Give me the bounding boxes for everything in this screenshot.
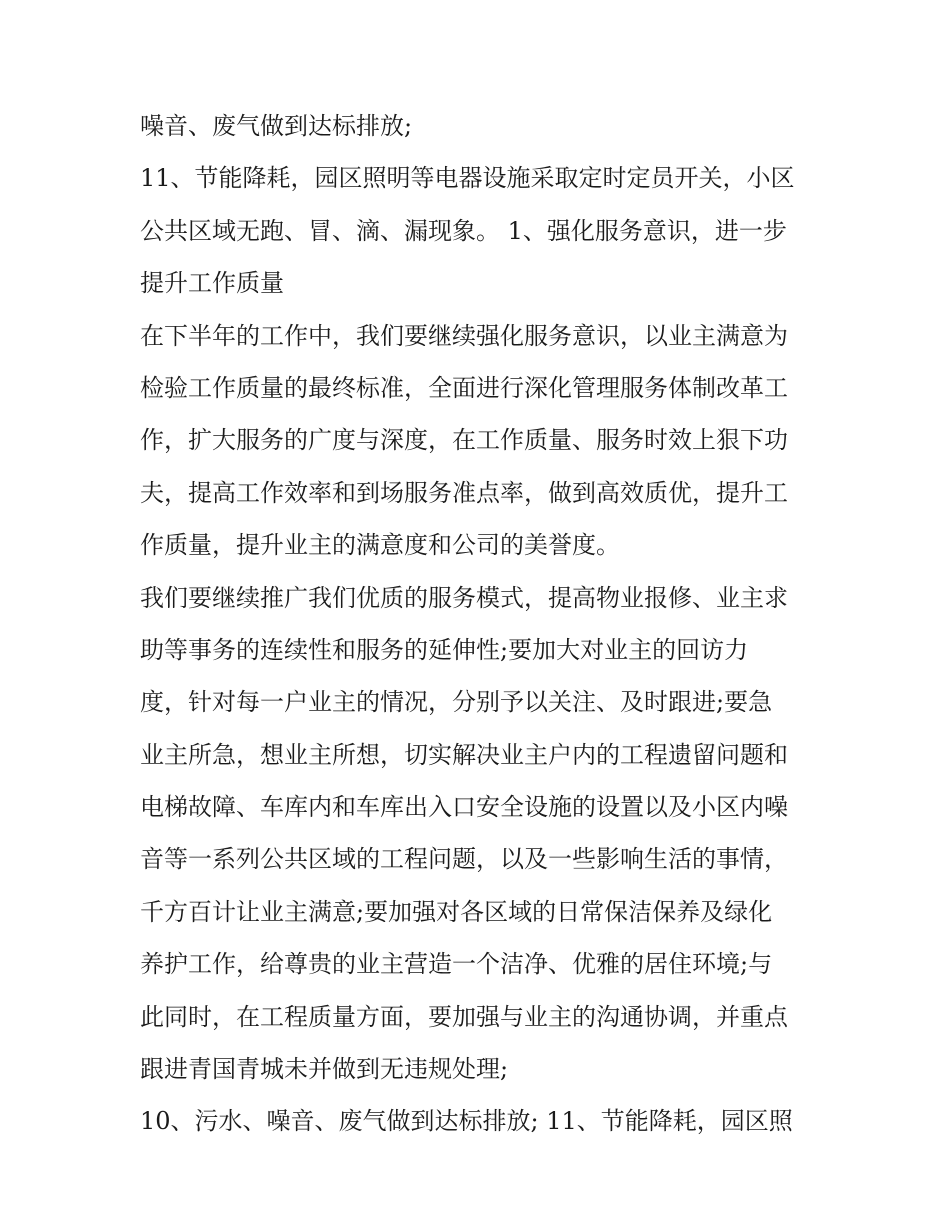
text-line: 电梯故障、车库内和车库出入口安全设施的设置以及小区内噪 [140,793,788,822]
text-line: 度，针对每一户业主的情况，分别予以关注、及时跟进;要急 [140,688,773,717]
text-line: 11、节能降耗，园区照明等电器设施采取定时定员开关，小区 [140,164,795,193]
text-line: 夫，提高工作效率和到场服务准点率，做到高效质优，提升工 [140,478,788,507]
text-line: 助等事务的连续性和服务的延伸性;要加大对业主的回访力 [140,635,749,664]
text-line: 作，扩大服务的广度与深度，在工作质量、服务时效上狠下功 [140,426,788,455]
text-line: 业主所急，想业主所想，切实解决业主户内的工程遗留问题和 [140,740,788,769]
text-line: 千方百计让业主满意;要加强对各区域的日常保洁保养及绿化 [140,897,773,926]
text-line: 检验工作质量的最终标准，全面进行深化管理服务体制改革工 [140,373,788,402]
text-line: 10、污水、噪音、废气做到达标排放; 11、节能降耗，园区照 [140,1107,793,1136]
text-line: 音等一系列公共区域的工程问题，以及一些影响生活的事情， [140,845,788,874]
text-line: 养护工作，给尊贵的业主营造一个洁净、优雅的居住环境;与 [140,950,773,979]
text-line: 此同时，在工程质量方面，要加强与业主的沟通协调，并重点 [140,1002,788,1031]
document-body [140,100,830,1148]
text-line: 跟进青国青城未并做到无违规处理; [140,1055,509,1084]
text-line: 作质量，提升业主的满意度和公司的美誉度。 [140,531,620,560]
text-line: 我们要继续推广我们优质的服务模式，提高物业报修、业主求 [140,583,788,612]
text-line: 在下半年的工作中，我们要继续强化服务意识，以业主满意为 [140,321,788,350]
text-line: 提升工作质量 [140,269,284,298]
text-line: 噪音、废气做到达标排放; [140,112,413,140]
text-line: 公共区域无跑、冒、滴、漏现象。 1、强化服务意识，进一步 [140,216,787,245]
